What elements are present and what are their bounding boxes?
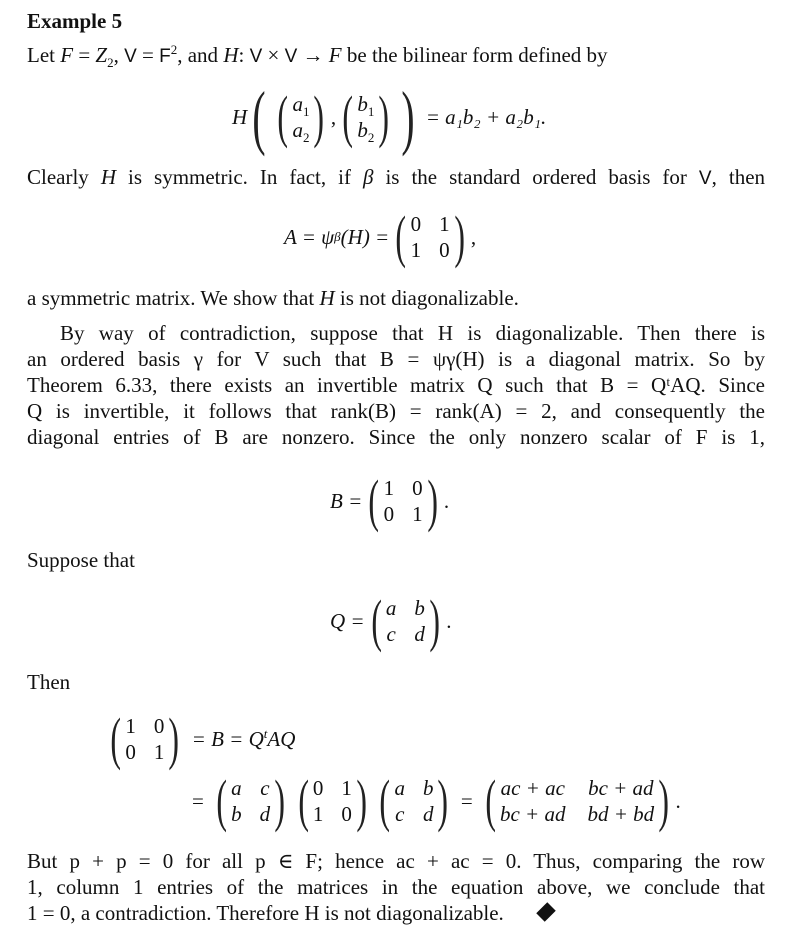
suppose-that: Suppose that [27,548,135,572]
conclusion-line-1: But p + p = 0 for all p ∈ F; hence ac + ac = 0. Thus, comparing the row [27,849,765,873]
equation-final-line-2: = ( a c b d ) ( 0 1 1 0 ) ( a b c d ) = ( ac + ac bc + ad bc + ad bd + bd ) . [192,768,681,833]
after-A-line: a symmetric matrix. We show that H is not diagonalizable. [27,286,519,310]
matrix-A: ( 0 1 1 0 ) [395,204,465,269]
example-heading: Example 5 [27,9,123,33]
equation-A: A = ψ β (H) = ( 0 1 1 0 ) , [284,204,477,269]
para2-line-3: Theorem 6.33, there exists an invertible matrix Q such that B = QᵗAQ. Since [27,373,765,397]
matrix-A-product: ( 0 1 1 0 ) [297,768,367,833]
para2-line-2: an ordered basis γ for V such that B = ψγ(H) is a diagonal matrix. So by [27,347,765,371]
equation-final-line-1: ( 1 0 0 1 ) = $B = Q^tAQ$ [104,708,301,770]
matrix-Q: ( a b c d ) [370,588,440,653]
intro-line: Let $F = Z_2$, $V = F^2$, and H: V × V → F be the bilinear form defined by [27,42,608,71]
matrix-result: ( ac + ac bc + ad bc + ad bd + bd ) [485,768,670,833]
para2-line-5: diagonal entries of B are nonzero. Since the only nonzero scalar of F is 1, [27,425,765,449]
para2-line-1: By way of contradiction, suppose that H is diagonalizable. Then there is [60,321,765,345]
conclusion-line-3: 1 = 0, a contradiction. Therefore H is not diagonalizable. [27,900,552,926]
vector-b: ( $b_1$ $b_2$ ) [342,84,390,149]
matrix-Q-transpose: ( a c b d ) [216,768,286,833]
para2-line-4: Q is invertible, it follows that rank(B) = rank(A) = 2, and consequently the [27,399,765,423]
equation-Q: Q = ( a b c d ) . [330,588,452,653]
matrix-B: ( 1 0 0 1 ) [368,468,438,533]
equation-H-definition: H ( ( $a_1$ $a_2$ ) , ( $b_1$ $b_2$ ) ) = a₁b₂ + a₂b₁. [232,77,547,157]
matrix-identity: ( 1 0 0 1 ) [110,706,180,771]
matrix-Q-product: ( a b c d ) [379,768,449,833]
conclusion-line-2: 1, column 1 entries of the matrices in the equation above, we conclude that [27,875,765,899]
then-label: Then [27,670,71,694]
vector-a: ( $a_1$ $a_2$ ) [277,84,325,149]
symmetric-line: Clearly H is symmetric. In fact, if β is the standard ordered basis for V, then [27,165,766,189]
equation-B: B = ( 1 0 0 1 ) . [330,468,450,533]
end-of-example-diamond-icon [536,902,556,922]
